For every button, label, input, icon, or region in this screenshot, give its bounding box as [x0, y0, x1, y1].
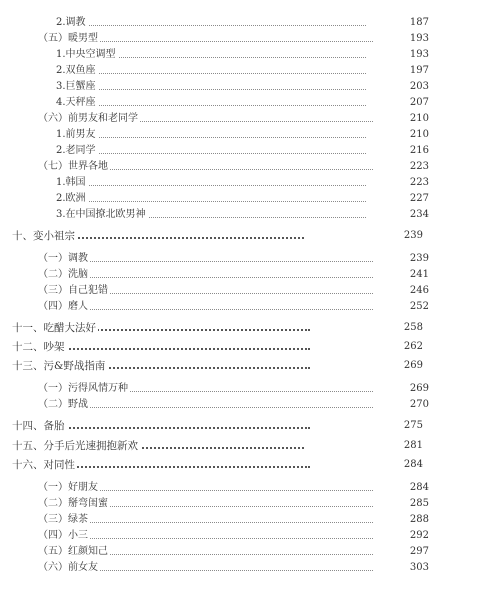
toc-entry-title: （四）磨人	[38, 301, 88, 312]
toc-entry-title: 4.天秤座	[56, 97, 96, 108]
toc-entry[interactable]	[0, 529, 478, 543]
toc-entry-title: 2.欧洲	[56, 193, 86, 204]
toc-entry-page: 203	[409, 81, 429, 92]
toc-entry-page: 262	[403, 341, 423, 352]
toc-entry-title: 十六、对同性	[12, 459, 75, 471]
toc-entry[interactable]	[0, 300, 478, 314]
toc-entry-title: （六）前男友和老同学	[38, 113, 138, 124]
toc-entry-page: 275	[403, 420, 423, 431]
toc-entry[interactable]	[0, 513, 478, 527]
toc-entry-title: （七）世界各地	[38, 161, 108, 172]
toc-entry-title: （一）污得风情万种	[38, 383, 128, 394]
toc-entry-page: 197	[409, 65, 429, 76]
toc-entry[interactable]	[0, 481, 478, 495]
toc-entry-title: 1.前男友	[56, 129, 96, 140]
toc-entry-page: 270	[409, 399, 429, 410]
toc-entry-page: 297	[409, 546, 429, 557]
toc-entry[interactable]	[0, 398, 478, 412]
toc-entry-page: 269	[409, 383, 429, 394]
toc-entry-title: 十五、分手后光速拥抱新欢	[12, 440, 138, 452]
toc-entry[interactable]	[0, 16, 478, 30]
toc-entry-page: 241	[409, 269, 429, 280]
toc-entry-page: 281	[403, 440, 423, 451]
toc-entry[interactable]	[0, 64, 478, 78]
toc-entry-title: （二）洗脑	[38, 269, 88, 280]
toc-entry-page: 252	[409, 301, 429, 312]
toc-entry-page: 239	[403, 230, 423, 241]
toc-entry[interactable]	[0, 176, 478, 190]
toc-entry-page: 288	[409, 514, 429, 525]
toc-entry-page: 246	[409, 285, 429, 296]
toc-entry[interactable]	[0, 144, 478, 158]
toc-entry-title: 2.双鱼座	[56, 65, 96, 76]
dot-leader	[58, 153, 366, 154]
toc-entry-title: （二）掰弯闺蜜	[38, 498, 108, 509]
toc-entry-title: （四）小三	[38, 530, 88, 541]
toc-entry-title: 3.巨蟹座	[56, 81, 96, 92]
toc-entry-page: 193	[409, 33, 429, 44]
toc-entry-title: （三）自己犯错	[38, 285, 108, 296]
dot-leader	[58, 185, 366, 186]
toc-entry-page: 303	[409, 562, 429, 573]
toc-entry[interactable]	[0, 497, 478, 511]
dot-leader	[58, 73, 366, 74]
toc-entry-page: 187	[409, 17, 429, 28]
dot-leader	[58, 25, 366, 26]
toc-entry-page: 234	[409, 209, 429, 220]
toc-entry-page: 227	[409, 193, 429, 204]
toc-entry[interactable]	[0, 419, 478, 433]
toc-entry-title: 1.韩国	[56, 177, 86, 188]
toc-entry-page: 292	[409, 530, 429, 541]
toc-entry-title: （二）野战	[38, 399, 88, 410]
toc-entry[interactable]	[0, 32, 478, 46]
toc-entry[interactable]	[0, 284, 478, 298]
toc-entry[interactable]	[0, 321, 478, 335]
toc-entry-page: 193	[409, 49, 429, 60]
dot-leader	[58, 201, 366, 202]
toc-entry-title: 2.调教	[56, 17, 86, 28]
toc-entry[interactable]	[0, 382, 478, 396]
toc-entry-title: 十二、吵架	[12, 341, 65, 353]
toc-entry-page: 239	[409, 253, 429, 264]
toc-entry[interactable]	[0, 229, 478, 243]
toc-entry-page: 284	[409, 482, 429, 493]
toc-entry-page: 269	[403, 360, 423, 371]
toc-entry-page: 258	[403, 322, 423, 333]
toc-entry-page: 216	[409, 145, 429, 156]
toc-entry[interactable]	[0, 340, 478, 354]
toc-entry-page: 285	[409, 498, 429, 509]
toc-entry-page: 210	[409, 129, 429, 140]
toc-entry[interactable]	[0, 359, 478, 373]
toc-entry[interactable]	[0, 112, 478, 126]
toc-entry-title: （五）暖男型	[38, 33, 98, 44]
toc-entry[interactable]	[0, 252, 478, 266]
toc-entry-title: 十一、吃醋大法好	[12, 322, 96, 334]
toc-entry-title: （六）前女友	[38, 562, 98, 573]
dot-leader	[58, 105, 366, 106]
toc-entry[interactable]	[0, 48, 478, 62]
toc-entry-page: 223	[409, 177, 429, 188]
toc-entry[interactable]	[0, 545, 478, 559]
toc-entry[interactable]	[0, 458, 478, 472]
toc-entry-title: 十、变小祖宗	[12, 230, 75, 242]
toc-entry-title: 十三、污&野战指南	[12, 360, 106, 372]
dot-leader	[58, 137, 366, 138]
dot-leader	[58, 89, 366, 90]
toc-entry-title: （五）红颜知己	[38, 546, 108, 557]
toc-entry[interactable]	[0, 96, 478, 110]
toc-entry-title: 1.中央空调型	[56, 49, 116, 60]
toc-entry-page: 284	[403, 459, 423, 470]
toc-entry-page: 210	[409, 113, 429, 124]
toc-entry-title: 十四、备胎	[12, 420, 65, 432]
toc-entry-title: 2.老同学	[56, 145, 96, 156]
toc-entry[interactable]	[0, 80, 478, 94]
toc-entry[interactable]	[0, 192, 478, 206]
toc-entry-page: 207	[409, 97, 429, 108]
toc-entry-title: （一）调教	[38, 253, 88, 264]
toc-entry-title: 3.在中国撩北欧男神	[56, 209, 146, 220]
toc-entry-title: （一）好朋友	[38, 482, 98, 493]
toc-entry[interactable]	[0, 268, 478, 282]
toc-entry[interactable]	[0, 439, 478, 453]
toc-entry-title: （三）绿茶	[38, 514, 88, 525]
toc-entry[interactable]	[0, 128, 478, 142]
toc-entry[interactable]	[0, 561, 478, 575]
toc-entry[interactable]	[0, 160, 478, 174]
toc-entry[interactable]	[0, 208, 478, 222]
toc-entry-page: 223	[409, 161, 429, 172]
